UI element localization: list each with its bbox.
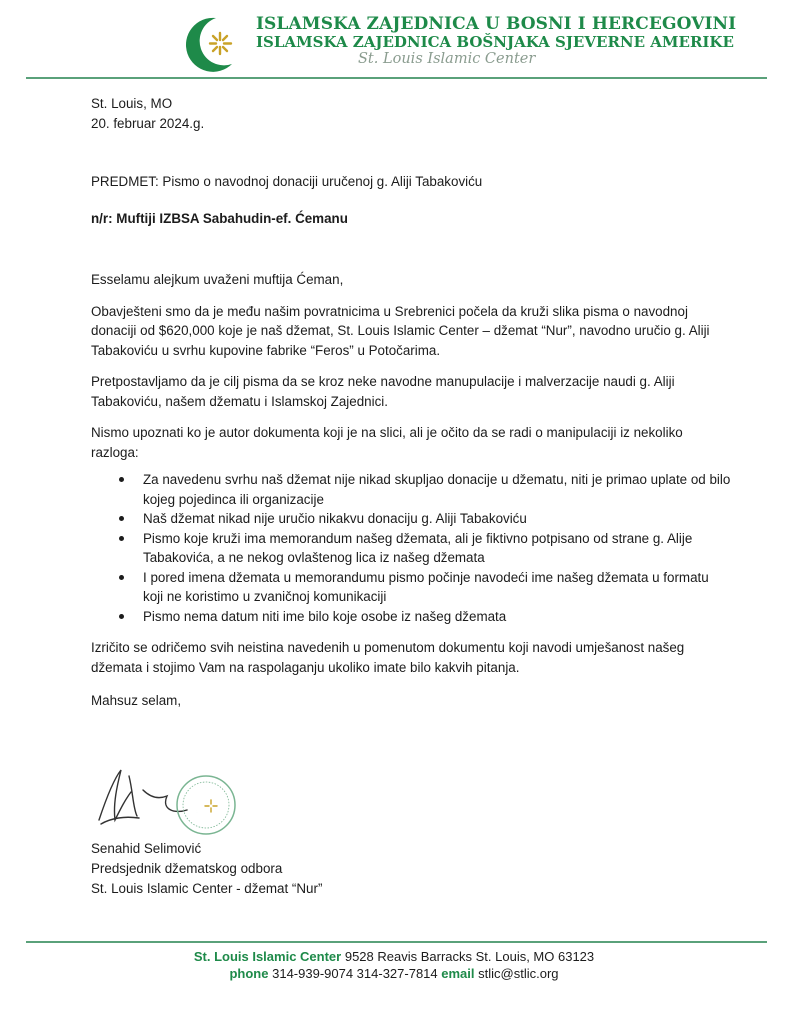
- reasons-list: [91, 470, 731, 626]
- letter-closing: Mahsuz selam,: [91, 693, 182, 708]
- footer-address: 9528 Reavis Barracks St. Louis, MO 63123: [344, 949, 595, 964]
- header-divider: [26, 77, 767, 79]
- letter-paragraph-4: Izričito se odričemo svih neistina navedenih u pomenutom dokumentu koji navodi umješanost našeg džemata i stojimo Vam na raspolaganju ukoliko imate bilo kakvih pitanja.: [91, 640, 685, 675]
- letterhead-line-1: ISLAMSKA ZAJEDNICA U BOSNI I HERCEGOVINI: [256, 14, 737, 34]
- list-item: Za navedenu svrhu naš džemat nije nikad skupljao donacije u džematu, niti je primao uplate od bilo kojeg pojedinca ili organizacije: [143, 470, 731, 509]
- letter-date: 20. februar 2024.g.: [91, 115, 205, 131]
- signature-block: [91, 762, 251, 842]
- footer-email[interactable]: stlic@stlic.org: [478, 966, 559, 981]
- list-item: Pismo koje kruži ima memorandum našeg džemata, ali je fiktivno potpisano od strane g. Alije Tabakovića, a ne nekog ovlaštenog lica iz našeg džemata: [143, 529, 731, 568]
- letter-paragraph-2: Pretpostavljamo da je cilj pisma da se kroz neke navodne manupulacije i malverzacije naudi g. Aliji Tabakoviću, našem džematu i Islamskoj Zajednici.: [91, 374, 675, 409]
- footer-phone-label: phone: [229, 966, 269, 981]
- crescent-star-logo-icon: [180, 14, 244, 72]
- signer-name: Senahid Selimović: [91, 841, 202, 856]
- seal-stamp-icon: [175, 774, 237, 836]
- footer-org-name: St. Louis Islamic Center: [193, 949, 342, 964]
- signer-block: [91, 839, 322, 899]
- letter-paragraph-1: Obavješteni smo da je među našim povratnicima u Srebrenici počela da kruži slika pisma o navodnoj donaciji od $620,000 koje je naš džemat, St. Louis Islamic Center – džemat “Nur”, navodno uručio g. Aliji Tabakoviću u svrhu kupovine fabrike “Feros” u Potočarima.: [91, 303, 710, 358]
- letter-body: [91, 94, 731, 711]
- letterhead-line-3: St. Louis Islamic Center: [358, 51, 536, 67]
- letterhead-line-2: ISLAMSKA ZAJEDNICA BOŠNJAKA SJEVERNE AMERIKE: [256, 33, 734, 51]
- letter-attention: n/r: Muftiji IZBSA Sabahudin-ef. Ćemanu: [91, 210, 348, 226]
- footer-email-label: email: [441, 966, 475, 981]
- letter-subject: PREDMET: Pismo o navodnoj donaciji uručenoj g. Aliji Tabakoviću: [91, 174, 483, 189]
- letter-paragraph-3: Nismo upoznati ko je autor dokumenta koji je na slici, ali je očito da se radi o manipulaciji iz nekoliko razloga:: [91, 425, 683, 460]
- list-item: Naš džemat nikad nije uručio nikakvu donaciju g. Aliji Tabakoviću: [143, 509, 731, 529]
- list-item: I pored imena džemata u memorandumu pismo počinje navodeći ime našeg džemata u formatu koji ne koristimo u zvaničnoj komunikaciji: [143, 568, 731, 607]
- signer-organization: St. Louis Islamic Center - džemat “Nur”: [91, 881, 323, 896]
- footer: [0, 948, 788, 982]
- letterhead: [0, 0, 788, 80]
- letter-greeting: Esselamu alejkum uvaženi muftija Ćeman,: [91, 272, 344, 287]
- letter-city: St. Louis, MO: [91, 96, 173, 111]
- footer-divider: [26, 941, 767, 943]
- footer-phones: 314-939-9074 314-327-7814: [272, 966, 438, 981]
- signer-title: Predsjednik džematskog odbora: [91, 861, 283, 876]
- list-item: Pismo nema datum niti ime bilo koje osobe iz našeg džemata: [143, 607, 731, 627]
